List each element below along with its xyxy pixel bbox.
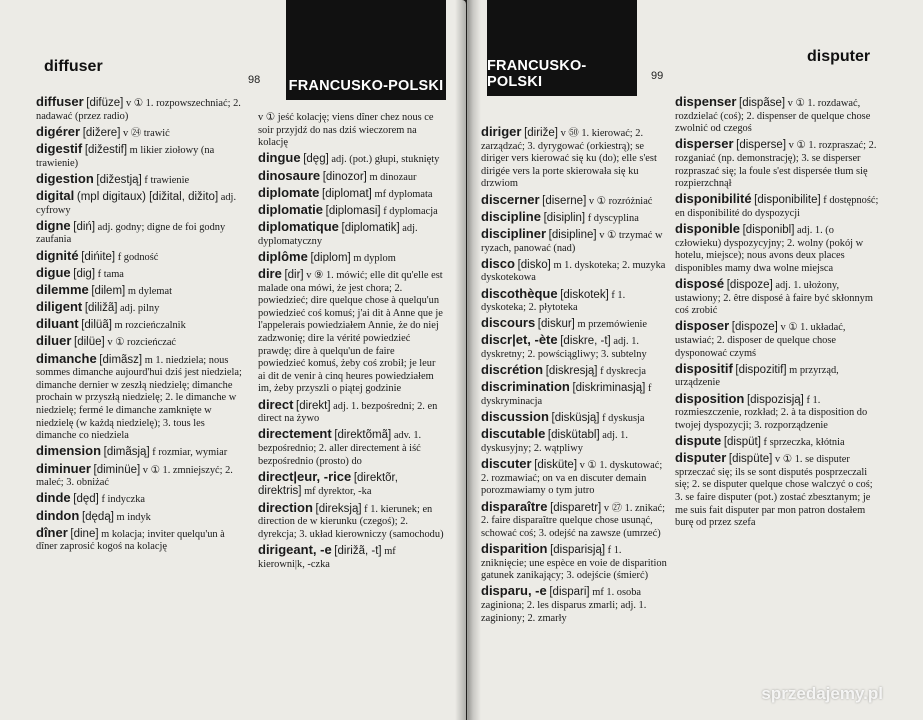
headword: discrimination bbox=[481, 379, 570, 395]
headword: diminuer bbox=[36, 460, 91, 476]
pronunciation: [dispari] bbox=[549, 586, 590, 599]
pronunciation: [dęg] bbox=[303, 153, 329, 166]
page-number-right: 99 bbox=[651, 70, 664, 82]
definition: f indyczka bbox=[101, 494, 146, 506]
headword: discours bbox=[481, 315, 536, 331]
pronunciation: [diplomat] bbox=[322, 187, 372, 200]
headword: dimanche bbox=[36, 350, 97, 366]
pronunciation: [dižestją] bbox=[96, 173, 142, 186]
headword: digne bbox=[36, 217, 71, 233]
dictionary-entry bbox=[258, 167, 444, 185]
pronunciation: [dispozitif] bbox=[735, 363, 787, 376]
dictionary-entry bbox=[258, 268, 444, 396]
dictionary-entry bbox=[481, 191, 669, 209]
pronunciation: [direksją] bbox=[315, 502, 362, 515]
dictionary-entry bbox=[675, 320, 881, 360]
watermark-logo: sprzedajemy.pl bbox=[761, 684, 883, 703]
pronunciation: [dižere] bbox=[82, 126, 121, 139]
headword: direct bbox=[258, 396, 294, 412]
definition: adj. 1. ułożony, ustawiony; 2. être disposé à faire być skłonnym coś zrobić bbox=[675, 280, 873, 317]
dictionary-entry bbox=[481, 498, 669, 541]
left-column-2 bbox=[258, 112, 444, 574]
definition: adj. cyfrowy bbox=[36, 191, 237, 216]
pronunciation: [dirižе] bbox=[524, 127, 558, 139]
right-column-1 bbox=[481, 126, 669, 628]
pronunciation: [disküte] bbox=[534, 459, 578, 472]
definition: m przemówienie bbox=[577, 319, 648, 331]
definition: m przyrząd, urządzenie bbox=[675, 364, 839, 389]
dictionary-entry bbox=[675, 390, 881, 433]
headword: diplomate bbox=[258, 184, 320, 200]
dictionary-entry bbox=[481, 364, 669, 379]
pronunciation: [diskütabl] bbox=[547, 429, 600, 442]
headword: diluant bbox=[36, 316, 79, 332]
dictionary-entry bbox=[36, 350, 246, 443]
pronunciation: [dilüã] bbox=[81, 319, 112, 332]
pronunciation: [diplom] bbox=[310, 251, 351, 264]
pronunciation: [dispüt] bbox=[723, 436, 761, 448]
pronunciation: [disiplin] bbox=[543, 211, 586, 224]
definition: v ㊿ 1. kierować; 2. zarządzać; 3. dyrygować (orkiestrą); se diriger vers kierować się ku (do); elle s'est dirigée vers la porte skierowała się ku drzwiom bbox=[481, 128, 657, 190]
pronunciation: [direktõr, direktris] bbox=[258, 471, 398, 498]
language-banner-right bbox=[487, 0, 637, 96]
dictionary-entry bbox=[481, 126, 669, 191]
pronunciation: [dilüe] bbox=[74, 336, 105, 349]
pronunciation: [disperse] bbox=[736, 139, 787, 152]
dictionary-entry bbox=[36, 301, 246, 316]
headword: digestion bbox=[36, 170, 94, 186]
pronunciation: [diskur] bbox=[537, 318, 575, 331]
headword: disparaître bbox=[481, 498, 548, 514]
pronunciation: [disko] bbox=[517, 258, 551, 271]
pronunciation: [diplomasi] bbox=[325, 204, 381, 217]
definition: adj. (pot.) głupi, stuknięty bbox=[331, 154, 440, 166]
headword: dindon bbox=[36, 507, 80, 523]
headword: diplomatie bbox=[258, 201, 324, 217]
pronunciation: [dimãsją] bbox=[103, 446, 150, 459]
pronunciation: [diplomatik] bbox=[341, 222, 400, 235]
headword: disposé bbox=[675, 276, 725, 292]
pronunciation: [disipline] bbox=[548, 228, 597, 241]
headword: directement bbox=[258, 426, 332, 442]
dictionary-entry bbox=[481, 334, 669, 361]
definition: f 1. rozmieszczenie, rozkład; 2. à ta disposition do twojej dyspozycji; 3. rozporządzenie bbox=[675, 394, 868, 431]
dictionary-entry bbox=[258, 248, 444, 266]
definition: v ㉗ 1. znikać; 2. faire disparaître quelque chose usunąć, schować coś; 3. odejść na zawsze (umrzeć) bbox=[481, 502, 666, 539]
dictionary-entry bbox=[258, 468, 444, 499]
definition: v ① 1. zmniejszyć; 2. maleć; 3. obniżać bbox=[36, 464, 233, 489]
dictionary-entry bbox=[481, 225, 669, 255]
definition: m kolacja; inviter quelqu'un à dîner zaprosić kogoś na kolację bbox=[36, 528, 225, 553]
pronunciation: [dędą] bbox=[81, 510, 114, 523]
left-column-1 bbox=[36, 96, 246, 557]
definition: v ① 1. układać, ustawiać; 2. disposer de quelque chose dysponować czymś bbox=[675, 322, 846, 359]
headword: diriger bbox=[481, 124, 522, 139]
headword: diplomatique bbox=[258, 219, 339, 235]
dictionary-entry bbox=[481, 255, 669, 285]
definition: f tama bbox=[97, 268, 124, 280]
dictionary-entry bbox=[481, 317, 669, 332]
pronunciation: [diń] bbox=[73, 220, 96, 233]
headword: dinosaure bbox=[258, 167, 321, 183]
definition: v ㉔ trawić bbox=[123, 127, 170, 139]
pronunciation: [dir] bbox=[284, 269, 304, 282]
dictionary-entry bbox=[481, 411, 669, 426]
page-number-left: 98 bbox=[248, 74, 261, 86]
headword: direct|eur, -rice bbox=[258, 468, 352, 484]
dictionary-entry bbox=[36, 318, 246, 333]
dictionary-entry bbox=[36, 335, 246, 350]
headword: digérer bbox=[36, 123, 81, 139]
definition: f sprzeczka, kłótnia bbox=[763, 437, 845, 448]
definition: m indyk bbox=[116, 511, 151, 523]
definition: adj. 1. dyskretny; 2. powściągliwy; 3. subtelny bbox=[481, 336, 647, 361]
definition: v ⑨ 1. mówić; elle dit qu'elle est malade ona mówi, że jest chora; 2. powiedzieć; dire quelque chose à quelqu'un powiedzieć coś komuś; j'ai dit à Anne que je l'appelerais powiedziałem Annie, że do niej zadzwonię; dire la vérité powiedzieć prawdę; dire à quelqu'un de faire powiedzieć komuś, żeby coś zrobił; je leur ai dit de venir à cinq heures powiedziałem im, żeby przyszli o piątej godzinie bbox=[258, 270, 443, 395]
headword: dirigeant, -e bbox=[258, 541, 332, 557]
dictionary-entry bbox=[258, 152, 444, 167]
headword: discr|et, -ète bbox=[481, 332, 558, 348]
dictionary-entry bbox=[36, 281, 246, 299]
definition: v ① 1. dyskutować; 2. rozmawiać; on va en discuter demain porozmawiamy o tym jutro bbox=[481, 460, 663, 497]
headword: discipliner bbox=[481, 225, 547, 241]
definition: adj. godny; digne de foi godny zaufania bbox=[36, 221, 226, 246]
headword: disponible bbox=[675, 221, 740, 237]
pronunciation: [diminüe] bbox=[93, 463, 141, 476]
pronunciation: [disponibl] bbox=[742, 224, 795, 237]
dictionary-entry bbox=[36, 264, 246, 282]
headword: dîner bbox=[36, 524, 68, 540]
pronunciation: [diserne] bbox=[542, 194, 587, 207]
dictionary-entry bbox=[258, 112, 444, 150]
definition: m dyplom bbox=[353, 252, 396, 264]
dictionary-entry bbox=[675, 223, 881, 275]
headword: digue bbox=[36, 264, 71, 280]
definition: v ① jeść kolację; viens dîner chez nous ce soir przyjdź do nas dziś wieczorem na kolację bbox=[258, 112, 434, 149]
dictionary-entry bbox=[675, 435, 881, 450]
headword: digital bbox=[36, 187, 75, 203]
dictionary-entry bbox=[258, 428, 444, 468]
headword: disparition bbox=[481, 540, 548, 556]
pronunciation: [dińite] bbox=[81, 250, 116, 263]
definition: m 1. dyskoteka; 2. muzyka dyskotekowa bbox=[481, 259, 666, 284]
definition: f 1. kierunek; en direction de w kierunku (czegoś); 2. dyrekcja; 3. układ kierowniczy (samochodu) bbox=[258, 503, 444, 540]
banner-label: FRANCUSKO-POLSKI bbox=[487, 58, 587, 90]
headword: discothèque bbox=[481, 285, 558, 301]
dictionary-entry bbox=[36, 96, 246, 123]
pronunciation: [dispoze] bbox=[726, 279, 773, 292]
definition: f dyskrecja bbox=[600, 366, 646, 378]
definition: f dyskusja bbox=[602, 413, 645, 425]
definition: adv. 1. bezpośrednio; 2. aller directement à iść bezpośrednio (prosto) do bbox=[258, 430, 422, 467]
headword: dignité bbox=[36, 247, 79, 263]
headword: disco bbox=[481, 255, 515, 271]
headword: disperser bbox=[675, 136, 734, 152]
definition: adj. 1. (o człowieku) dyspozycyjny; 2. wolny (pokój w hotelu, miejsce); nous avons deux places disponibles mamy dwa wolne miejsca bbox=[675, 225, 864, 274]
dictionary-entry bbox=[481, 428, 669, 455]
headword: dimension bbox=[36, 443, 102, 459]
headword: disponibilité bbox=[675, 191, 752, 207]
dictionary-entry bbox=[675, 193, 881, 220]
definition: f rozmiar, wymiar bbox=[152, 447, 228, 459]
dictionary-entry bbox=[36, 123, 246, 141]
definition: m rozcieńczalnik bbox=[114, 320, 186, 332]
headword: disposer bbox=[675, 318, 730, 334]
headword: discussion bbox=[481, 409, 549, 425]
pronunciation: [diližã] bbox=[84, 302, 118, 315]
dictionary-entry bbox=[481, 285, 669, 315]
dictionary-entry bbox=[481, 585, 669, 625]
headword: discipline bbox=[481, 208, 541, 224]
definition: m dylemat bbox=[127, 285, 172, 297]
dictionary-entry bbox=[36, 217, 246, 247]
definition: f trawienie bbox=[144, 174, 190, 186]
definition: v ① rozcieńczać bbox=[107, 337, 177, 349]
dictionary-entry bbox=[36, 140, 246, 170]
headword: discrétion bbox=[481, 362, 544, 378]
pronunciation: [dirižã, -t] bbox=[334, 544, 382, 557]
dictionary-entry bbox=[258, 499, 444, 542]
pronunciation: [diskriminasją] bbox=[572, 382, 646, 395]
dictionary-entry bbox=[675, 138, 881, 190]
headword: dire bbox=[258, 266, 282, 282]
dictionary-entry bbox=[36, 445, 246, 460]
language-banner-left bbox=[286, 0, 446, 100]
definition: m likier ziołowy (na trawienie) bbox=[36, 144, 215, 169]
right-column-2 bbox=[675, 96, 881, 532]
definition: v ① 1. rozdawać, rozdzielać (coś); 2. dispenser de quelque chose zwolnić od czegoś bbox=[675, 98, 871, 135]
definition: v ① rozróżniać bbox=[588, 195, 653, 207]
headword: discerner bbox=[481, 191, 540, 207]
pronunciation: [disponibilite] bbox=[754, 194, 821, 207]
definition: adj. dyplomatyczny bbox=[258, 223, 418, 247]
dictionary-entry bbox=[675, 360, 881, 390]
definition: adj. 1. bezpośredni; 2. en direct na żywo bbox=[258, 400, 438, 425]
headword: discutable bbox=[481, 426, 546, 442]
dictionary-entry bbox=[36, 170, 246, 188]
headword: disparu, -e bbox=[481, 583, 547, 599]
pronunciation: [direktõmã] bbox=[334, 429, 392, 442]
dictionary-entry bbox=[675, 452, 881, 530]
banner-label: FRANCUSKO-POLSKI bbox=[288, 78, 444, 94]
pronunciation: [dęd] bbox=[73, 493, 99, 506]
dictionary-entry bbox=[258, 396, 444, 426]
definition: f dyscyplina bbox=[587, 212, 639, 224]
definition: v ① 1. se disputer sprzeczać się; ils se sont disputés posprzeczali się; 2. se disputer quelque chose walczyć o coś; 3. se faire disputer (pot.) zostać zbesztanym; je me suis fait disputer par mon patron dostałem burę od przez szefa bbox=[675, 454, 873, 529]
headword: disputer bbox=[675, 450, 727, 466]
pronunciation: (mpl digitaux) [dižital, dižito] bbox=[76, 190, 219, 203]
definition: mf dyplomata bbox=[374, 188, 433, 200]
dictionary-entry bbox=[36, 460, 246, 490]
headword: diluer bbox=[36, 333, 72, 349]
pronunciation: [diskresją] bbox=[545, 365, 598, 378]
pronunciation: [direkt] bbox=[296, 399, 331, 412]
right-page bbox=[467, 0, 923, 720]
headword: dinde bbox=[36, 490, 71, 506]
dictionary-entry bbox=[36, 247, 246, 265]
headword: diffuser bbox=[36, 94, 84, 109]
headword: dilemme bbox=[36, 281, 89, 297]
headword: diligent bbox=[36, 299, 83, 315]
running-head-left: diffuser bbox=[44, 58, 103, 75]
pronunciation: [dispãse] bbox=[739, 97, 786, 109]
definition: mf kierowni|k, -czka bbox=[258, 545, 396, 570]
pronunciation: [dispüte] bbox=[728, 453, 773, 466]
pronunciation: [difüze] bbox=[86, 97, 124, 109]
dictionary-entry bbox=[481, 458, 669, 498]
headword: discuter bbox=[481, 456, 532, 472]
definition: m dinozaur bbox=[369, 171, 417, 183]
pronunciation: [dilem] bbox=[91, 284, 126, 297]
book-spine-shadow bbox=[455, 0, 481, 720]
dictionary-entry bbox=[36, 187, 246, 217]
dictionary-entry bbox=[258, 201, 444, 219]
dictionary-entry bbox=[36, 507, 246, 525]
pronunciation: [diskotek] bbox=[560, 288, 609, 301]
definition: adj. pilny bbox=[120, 303, 160, 315]
pronunciation: [dispozisją] bbox=[746, 393, 804, 406]
pronunciation: [disparetr] bbox=[550, 501, 602, 514]
headword: dingue bbox=[258, 150, 301, 166]
headword: dispositif bbox=[675, 360, 733, 376]
definition: v ① 1. rozpraszać; 2. rozganiać (np. demonstrację); 3. se disperser rozpraszać się; la foule s'est dispersée tłum się rozpierzchnął bbox=[675, 140, 877, 190]
definition: v ① 1. rozpowszechniać; 2. nadawać (przez radio) bbox=[36, 98, 241, 122]
definition: m 1. niedziela; nous sommes dimanche aujourd'hui dziś jest niedziela; dimanche dernier w zeszłą niedzielę; dimanche prochain w przyszłą niedzielę; 2. le dimanche w niedzielę; fermé le dimanche zamknięte w niedzielę (w każdą niedzielę); 3. tous les dimanche co niedziela bbox=[36, 354, 242, 442]
dictionary-entry bbox=[258, 541, 444, 571]
dictionary-entry bbox=[36, 492, 246, 507]
pronunciation: [disküsją] bbox=[551, 412, 600, 425]
pronunciation: [dinozor] bbox=[322, 170, 367, 183]
pronunciation: [dimãsz] bbox=[99, 353, 143, 366]
dictionary-entry bbox=[481, 540, 669, 583]
pronunciation: [disparisją] bbox=[550, 543, 606, 556]
dictionary-entry bbox=[36, 524, 246, 554]
definition: f godność bbox=[117, 251, 159, 263]
running-head-right: disputer bbox=[807, 48, 871, 65]
definition: mf 1. osoba zaginiona; 2. les disparus zmarli; adj. 1. zaginiony; 2. zmarły bbox=[481, 587, 647, 624]
definition: f dostępność; en disponibilité do dyspozycji bbox=[675, 195, 879, 219]
dictionary-entry bbox=[258, 184, 444, 202]
dictionary-entry bbox=[481, 208, 669, 226]
headword: dispute bbox=[675, 433, 722, 448]
pronunciation: [dispoze] bbox=[731, 321, 778, 334]
pronunciation: [diskre, -t] bbox=[560, 335, 611, 348]
definition: adj. 1. dyskusyjny; 2. wątpliwy bbox=[481, 430, 628, 454]
headword: direction bbox=[258, 499, 313, 515]
definition: f dyplomacja bbox=[383, 205, 438, 217]
dictionary-entry bbox=[481, 381, 669, 408]
headword: diplôme bbox=[258, 248, 308, 264]
pronunciation: [dig] bbox=[73, 267, 96, 280]
dictionary-entry bbox=[675, 96, 881, 136]
headword: digestif bbox=[36, 140, 83, 156]
dictionary-entry bbox=[258, 221, 444, 248]
pronunciation: [dižestif] bbox=[84, 143, 128, 156]
definition: v ① trzymać w ryzach, panować (nad) bbox=[481, 229, 663, 254]
definition: mf dyrektor, -ka bbox=[304, 486, 372, 498]
definition: f dyskryminacja bbox=[481, 383, 652, 408]
headword: dispenser bbox=[675, 94, 737, 109]
headword: disposition bbox=[675, 390, 745, 406]
pronunciation: [dine] bbox=[70, 527, 99, 540]
dictionary-entry bbox=[675, 278, 881, 318]
definition: f 1. dyskoteka; 2. płytoteka bbox=[481, 289, 626, 314]
definition: f 1. zniknięcie; une espèce en voie de disparition gatunek zanikający; 3. odejście (śmierć) bbox=[481, 544, 667, 582]
